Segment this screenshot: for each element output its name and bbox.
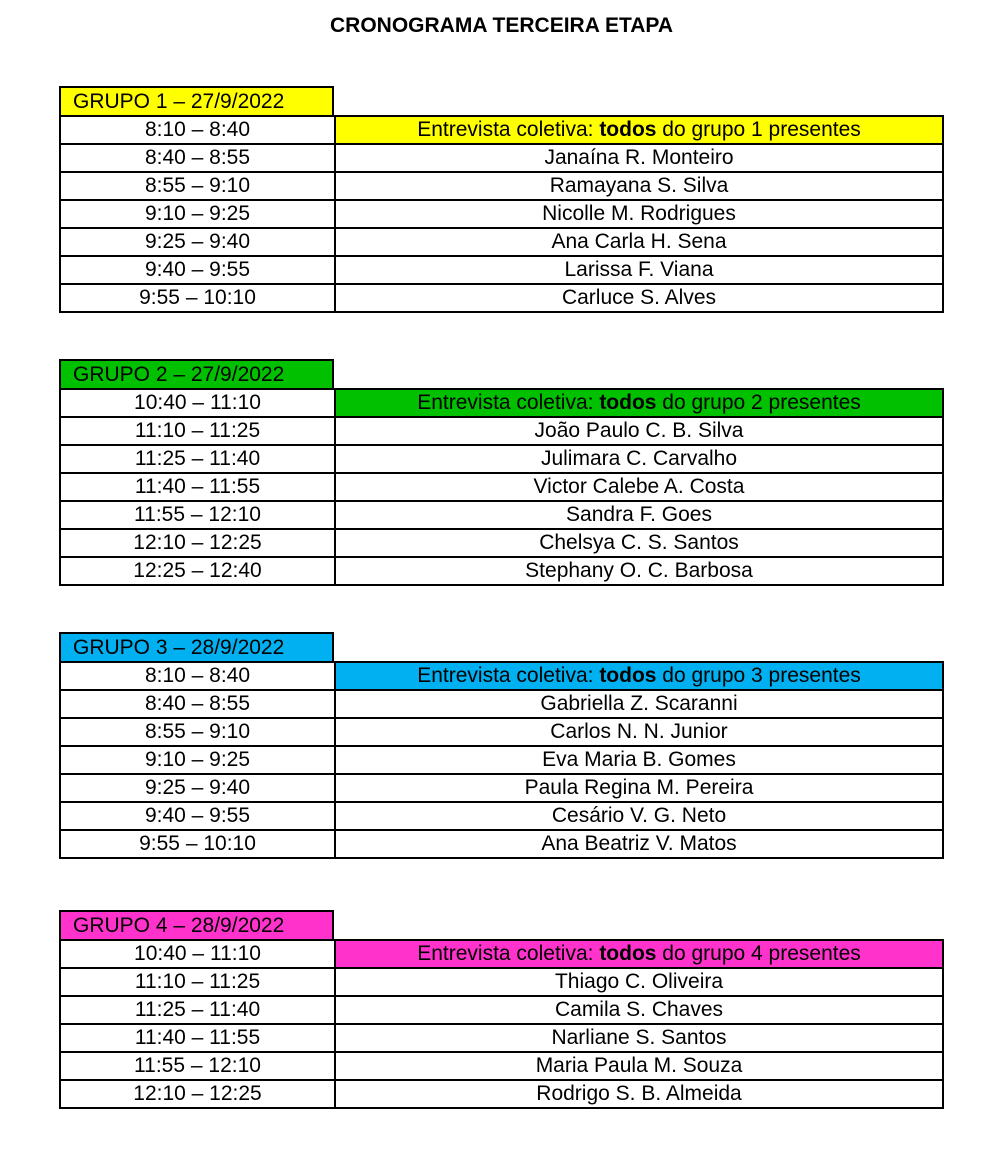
time-cell: 11:55 – 12:10 [60, 1052, 335, 1080]
group-header: GRUPO 2 – 27/9/2022 [59, 359, 334, 388]
table-row [60, 557, 943, 585]
candidate-name: Cesário V. G. Neto [335, 802, 943, 830]
collective-text-end: do grupo 4 presentes [656, 942, 861, 965]
candidate-name: Thiago C. Oliveira [335, 968, 943, 996]
table-row [60, 746, 943, 774]
time-cell: 11:10 – 11:25 [60, 417, 335, 445]
table-row [60, 718, 943, 746]
time-cell: 9:10 – 9:25 [60, 746, 335, 774]
group-header: GRUPO 4 – 28/9/2022 [59, 910, 334, 939]
time-cell: 8:55 – 9:10 [60, 718, 335, 746]
time-cell: 10:40 – 11:10 [60, 940, 335, 968]
table-row [60, 802, 943, 830]
page-title: CRONOGRAMA TERCEIRA ETAPA [330, 14, 673, 37]
candidate-name: Ana Carla H. Sena [335, 228, 943, 256]
time-cell: 10:40 – 11:10 [60, 389, 335, 417]
collective-row [60, 389, 943, 417]
time-cell: 9:55 – 10:10 [60, 830, 335, 858]
time-cell: 9:10 – 9:25 [60, 200, 335, 228]
table-row [60, 501, 943, 529]
collective-text-end: do grupo 1 presentes [656, 118, 861, 141]
time-cell: 9:25 – 9:40 [60, 228, 335, 256]
table-row [60, 1080, 943, 1108]
candidate-name: Carluce S. Alves [335, 284, 943, 312]
candidate-name: Julimara C. Carvalho [335, 445, 943, 473]
candidate-name: Sandra F. Goes [335, 501, 943, 529]
schedule-table [59, 388, 944, 586]
table-row [60, 200, 943, 228]
collective-text: Entrevista coletiva: [417, 942, 600, 965]
group-2-schedule [59, 359, 942, 586]
collective-text-end: do grupo 2 presentes [656, 391, 861, 414]
table-row [60, 228, 943, 256]
time-cell: 11:25 – 11:40 [60, 996, 335, 1024]
time-cell: 8:40 – 8:55 [60, 690, 335, 718]
candidate-name: Gabriella Z. Scaranni [335, 690, 943, 718]
time-cell: 11:55 – 12:10 [60, 501, 335, 529]
candidate-name: Chelsya C. S. Santos [335, 529, 943, 557]
time-cell: 9:40 – 9:55 [60, 802, 335, 830]
collective-text-end: do grupo 3 presentes [656, 664, 861, 687]
collective-row [60, 940, 943, 968]
collective-interview-cell [335, 940, 943, 968]
group-header: GRUPO 3 – 28/9/2022 [59, 632, 334, 661]
time-cell: 11:10 – 11:25 [60, 968, 335, 996]
collective-text: Entrevista coletiva: [417, 391, 600, 414]
time-cell: 8:40 – 8:55 [60, 144, 335, 172]
candidate-name: Nicolle M. Rodrigues [335, 200, 943, 228]
time-cell: 11:40 – 11:55 [60, 1024, 335, 1052]
candidate-name: Narliane S. Santos [335, 1024, 943, 1052]
collective-bold-text: todos [599, 942, 657, 965]
collective-row [60, 662, 943, 690]
time-cell: 9:40 – 9:55 [60, 256, 335, 284]
table-row [60, 1024, 943, 1052]
table-row [60, 256, 943, 284]
table-row [60, 830, 943, 858]
table-row [60, 690, 943, 718]
table-row [60, 529, 943, 557]
time-cell: 12:10 – 12:25 [60, 1080, 335, 1108]
group-4-schedule [59, 910, 942, 1109]
collective-bold-text: todos [599, 118, 657, 141]
schedule-table [59, 939, 944, 1109]
time-cell: 9:25 – 9:40 [60, 774, 335, 802]
schedule-table [59, 115, 944, 313]
table-row [60, 417, 943, 445]
candidate-name: Maria Paula M. Souza [335, 1052, 943, 1080]
table-row [60, 1052, 943, 1080]
time-cell: 8:10 – 8:40 [60, 662, 335, 690]
collective-interview-cell [335, 662, 943, 690]
collective-bold-text: todos [599, 664, 657, 687]
collective-bold-text: todos [599, 391, 657, 414]
group-3-schedule [59, 632, 942, 859]
collective-text: Entrevista coletiva: [417, 664, 600, 687]
time-cell: 8:10 – 8:40 [60, 116, 335, 144]
candidate-name: Janaína R. Monteiro [335, 144, 943, 172]
time-cell: 8:55 – 9:10 [60, 172, 335, 200]
candidate-name: Ana Beatriz V. Matos [335, 830, 943, 858]
candidate-name: Carlos N. N. Junior [335, 718, 943, 746]
candidate-name: João Paulo C. B. Silva [335, 417, 943, 445]
table-row [60, 968, 943, 996]
table-row [60, 996, 943, 1024]
candidate-name: Camila S. Chaves [335, 996, 943, 1024]
time-cell: 9:55 – 10:10 [60, 284, 335, 312]
candidate-name: Rodrigo S. B. Almeida [335, 1080, 943, 1108]
table-row [60, 445, 943, 473]
table-row [60, 144, 943, 172]
candidate-name: Ramayana S. Silva [335, 172, 943, 200]
candidate-name: Victor Calebe A. Costa [335, 473, 943, 501]
table-row [60, 473, 943, 501]
time-cell: 11:25 – 11:40 [60, 445, 335, 473]
collective-text: Entrevista coletiva: [417, 118, 600, 141]
group-1-schedule [59, 86, 942, 313]
table-row [60, 284, 943, 312]
candidate-name: Eva Maria B. Gomes [335, 746, 943, 774]
time-cell: 11:40 – 11:55 [60, 473, 335, 501]
candidate-name: Larissa F. Viana [335, 256, 943, 284]
candidate-name: Paula Regina M. Pereira [335, 774, 943, 802]
time-cell: 12:25 – 12:40 [60, 557, 335, 585]
candidate-name: Stephany O. C. Barbosa [335, 557, 943, 585]
schedule-table [59, 661, 944, 859]
time-cell: 12:10 – 12:25 [60, 529, 335, 557]
table-row [60, 172, 943, 200]
collective-row [60, 116, 943, 144]
group-header: GRUPO 1 – 27/9/2022 [59, 86, 334, 115]
table-row [60, 774, 943, 802]
collective-interview-cell [335, 389, 943, 417]
collective-interview-cell [335, 116, 943, 144]
